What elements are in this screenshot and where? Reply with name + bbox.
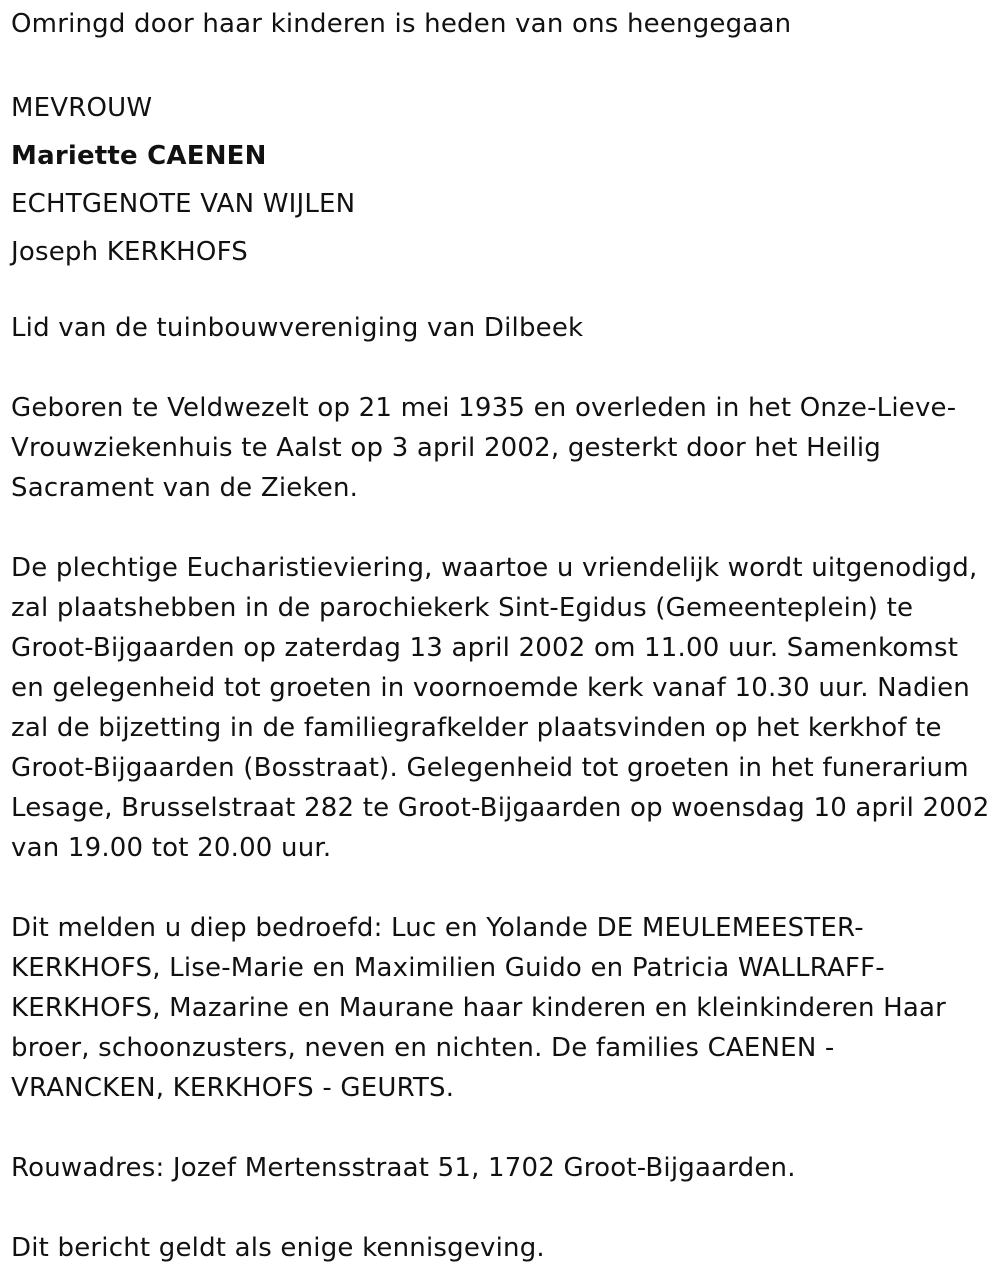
family-paragraph: Dit melden u diep bedroefd: Luc en Yolande DE MEULEMEESTER-KERKHOFS, Lise-Marie en Maximilien Guido en Patricia WALLRAFF-KERKHOFS, Mazarine en Maurane haar kinderen en kleinkinderen Haar broer, schoonzusters, neven en nichten. De families CAENEN - VRANCKEN, KERKHOFS - GEURTS. (11, 913, 947, 1103)
membership-line: Lid van de tuinbouwvereniging van Dilbeek (11, 313, 584, 343)
address-line: Rouwadres: Jozef Mertensstraat 51, 1702 Groot-Bijgaarden. (11, 1153, 796, 1183)
obituary-notice (11, 4, 993, 1268)
spouse-name: Joseph KERKHOFS (11, 237, 248, 267)
ceremony-paragraph: De plechtige Eucharistieviering, waartoe u vriendelijk wordt uitgenodigd, zal plaatshebben in de parochiekerk Sint-Egidus (Gemeenteplein) te Groot-Bijgaarden op zaterdag 13 april 2002 om 11.00 uur. Samenkomst en gelegenheid tot groeten in voornoemde kerk vanaf 10.30 uur. Nadien zal de bijzetting in de familiegrafkelder plaatsvinden op het kerkhof te Groot-Bijgaarden (Bosstraat). Gelegenheid tot groeten in het funerarium Lesage, Brusselstraat 282 te Groot-Bijgaarden op woensdag 10 april 2002 van 19.00 tot 20.00 uur. (11, 553, 990, 863)
closing-line: Dit bericht geldt als enige kennisgeving. (11, 1233, 545, 1263)
intro-line: Omringd door haar kinderen is heden van ons heengegaan (11, 9, 792, 39)
deceased-name: Mariette CAENEN (11, 141, 267, 171)
title-line: MEVROUW (11, 93, 153, 123)
relation-line: ECHTGENOTE VAN WIJLEN (11, 189, 356, 219)
birth-death-paragraph: Geboren te Veldwezelt op 21 mei 1935 en overleden in het Onze-Lieve-Vrouwziekenhuis te Aalst op 3 april 2002, gesterkt door het Heilig Sacrament van de Zieken. (11, 393, 957, 503)
